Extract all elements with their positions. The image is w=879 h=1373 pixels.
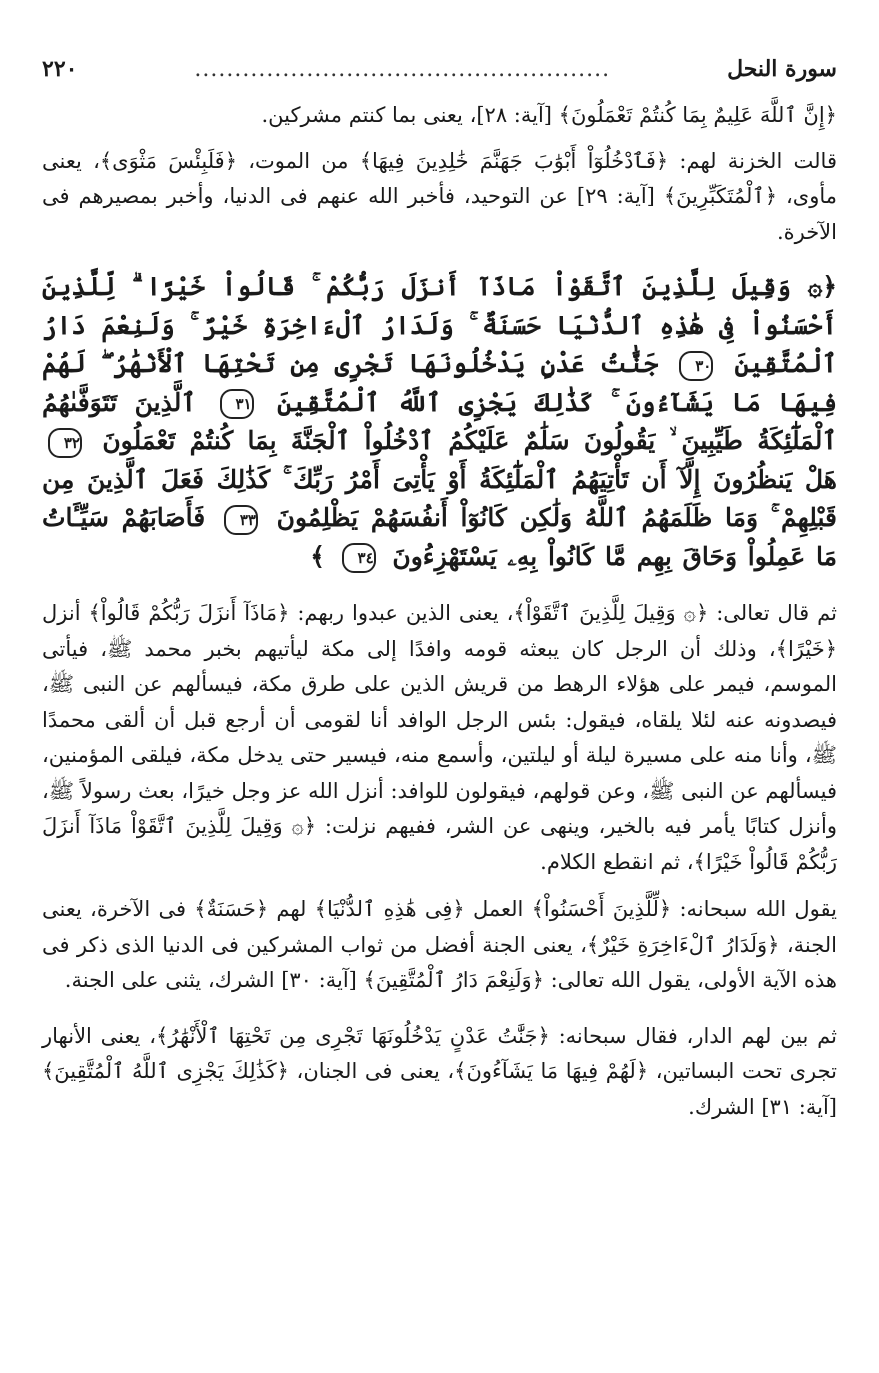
paragraph-ayah-28: ﴿إِنَّ ٱللَّهَ عَلِيمٌ بِمَا كُنتُمْ تَعْمَلُونَ﴾ [آية: ٢٨]، يعنى بما كنتم مشركين. bbox=[261, 103, 837, 127]
commentary-paragraph: ثم قال تعالى: ﴿۞ وَقِيلَ لِلَّذِينَ ٱتَّقَوْاْ﴾، يعنى الذين عبدوا ربهم: ﴿مَاذَآ أَنزَلَ رَبُّكُمْ قَالُواْ﴾ أنزل ﴿خَيْرًا﴾، وذلك أن الرجل كان يبعثه قومه وافدًا إلى مكة ليأتيهم بخبر محمد ﷺ، فيأتى الموسم، فيمر على هؤلاء الرهط من قريش الذين على طرق مكة، فيسألهم عن النبى ﷺ، فيصدونه عنه لئلا يلقاه، فيقول: بئس الرجل الوافد أنا لقومى أن أرجع قبل أن ألقى محمدًا ﷺ، وأنا منه على مسيرة ليلة أو ليلتين، وأسمع منه، فيسير حتى يدخل مكة، فيلقى المؤمنين، فيسألهم عن النبى ﷺ، وعن قولهم، فيقولون للوافد: أنزل الله عز وجل خيرًا، بعث رسولاً ﷺ، وأنزل كتابًا يأمر فيه بالخير، وينهى عن الشر، ففيهم نزلت: ﴿۞ وَقِيلَ لِلَّذِينَ ٱتَّقَوْاْ مَاذَآ أَنزَلَ رَبُّكُمْ قَالُواْ خَيْرًا﴾، ثم انقطع الكلام. bbox=[42, 601, 838, 874]
quran-block bbox=[42, 268, 837, 576]
page-header bbox=[42, 52, 837, 86]
paragraph-ayah-29: قالت الخزنة لهم: ﴿فَٱدْخُلُوٓاْ أَبْوَٰبَ جَهَنَّمَ خَٰلِدِينَ فِيهَا﴾ من الموت، ﴿فَلَبِئْسَ مَثْوَى﴾، يعنى مأوى، ﴿ٱلْمُتَكَبِّرِينَ﴾ [آية: ٢٩] عن التوحيد، فأخبر الله عنهم فى الدنيا، وأخبر بمصيرهم فى الآخرة. bbox=[42, 148, 837, 244]
quran-closing-bracket: ﴾ bbox=[310, 541, 325, 571]
page-number: ٢٢٠ bbox=[42, 56, 78, 82]
ayah-number-marker: ٣٣ bbox=[224, 505, 258, 535]
commentary-paragraph: يقول الله سبحانه: ﴿لِّلَّذِينَ أَحْسَنُواْ﴾ العمل ﴿فِى هَٰذِهِ ٱلدُّنْيَا﴾ لهم ﴿حَسَنَةٌ﴾ فى الآخرة، يعنى الجنة، ﴿وَلَدَارُ ٱلْءَاخِرَةِ خَيْرٌ﴾، يعنى الجنة أفضل من ثواب المشركين فى الدنيا الذى ذكر فى هذه الآية الأولى، يقول الله تعالى: ﴿وَلَنِعْمَ دَارُ ٱلْمُتَّقِينَ﴾ [آية: ٣٠] الشرك، يثنى على الجنة. bbox=[42, 897, 837, 992]
surah-title: سورة النحل bbox=[727, 56, 837, 82]
book-page bbox=[42, 52, 837, 1125]
quran-segment: فَأَصَابَهُمْ سَيِّـَٔاتُ مَا عَمِلُواْ وَحَاقَ بِهِم مَّا كَانُواْ بِهِۦ يَسْتَهْزِءُونَ bbox=[42, 503, 837, 571]
quran-segment: جَنَّٰتُ عَدْنٍ يَدْخُلُونَهَا تَجْرِى مِن تَحْتِهَا ٱلْأَنْهَٰرُ ۖ لَهُمْ فِيهَا مَا يَشَآءُونَ ۚ كَذَٰلِكَ يَجْزِى ٱللَّهُ ٱلْمُتَّقِينَ bbox=[42, 349, 837, 417]
ayah-number-marker: ٣١ bbox=[220, 389, 254, 419]
ayah-number-marker: ٣٤ bbox=[342, 543, 376, 573]
quran-segment: هَلْ يَنظُرُونَ إِلَّآ أَن تَأْتِيَهُمُ ٱلْمَلَٰٓئِكَةُ أَوْ يَأْتِىَ أَمْرُ رَبِّكَ ۚ كَذَٰلِكَ فَعَلَ ٱلَّذِينَ مِن قَبْلِهِمْ ۚ وَمَا ظَلَمَهُمُ ٱللَّهُ وَلَٰكِن كَانُوٓاْ أَنفُسَهُمْ يَظْلِمُونَ bbox=[42, 464, 837, 532]
commentary-paragraph: ثم بين لهم الدار، فقال سبحانه: ﴿جَنَّٰتُ عَدْنٍ يَدْخُلُونَهَا تَجْرِى مِن تَحْتِهَا ٱلْأَنْهَٰرُ﴾، يعنى الأنهار تجرى تحت البساتين، ﴿لَهُمْ فِيهَا مَا يَشَآءُونَ﴾، يعنى فى الجنان، ﴿كَذَٰلِكَ يَجْزِى ٱللَّهُ ٱلْمُتَّقِينَ﴾ [آية: ٣١] الشرك. bbox=[42, 1023, 837, 1119]
quran-segment: ﴿۞ وَقِيلَ لِلَّذِينَ ٱتَّقَوْاْ مَاذَآ أَنزَلَ رَبُّكُمْ ۚ قَالُواْ خَيْرًا ۗ لِّلَّذِينَ أَحْسَنُواْ فِى هَٰذِهِ ٱلدُّنْيَا حَسَنَةٌ ۚ وَلَدَارُ ٱلْءَاخِرَةِ خَيْرٌ ۚ وَلَنِعْمَ دَارُ ٱلْمُتَّقِينَ bbox=[42, 272, 837, 378]
header-leader-dots: .................................................... bbox=[194, 57, 611, 82]
quran-segment: ٱلَّذِينَ تَتَوَفَّىٰهُمُ ٱلْمَلَٰٓئِكَةُ طَيِّبِينَ ۙ يَقُولُونَ سَلَٰمٌ عَلَيْكُمُ ٱدْخُلُواْ ٱلْجَنَّةَ بِمَا كُنتُمْ تَعْمَلُونَ bbox=[42, 387, 837, 455]
ayah-number-marker: ٣٠ bbox=[679, 351, 713, 381]
ayah-number-marker: ٣٢ bbox=[48, 428, 82, 458]
